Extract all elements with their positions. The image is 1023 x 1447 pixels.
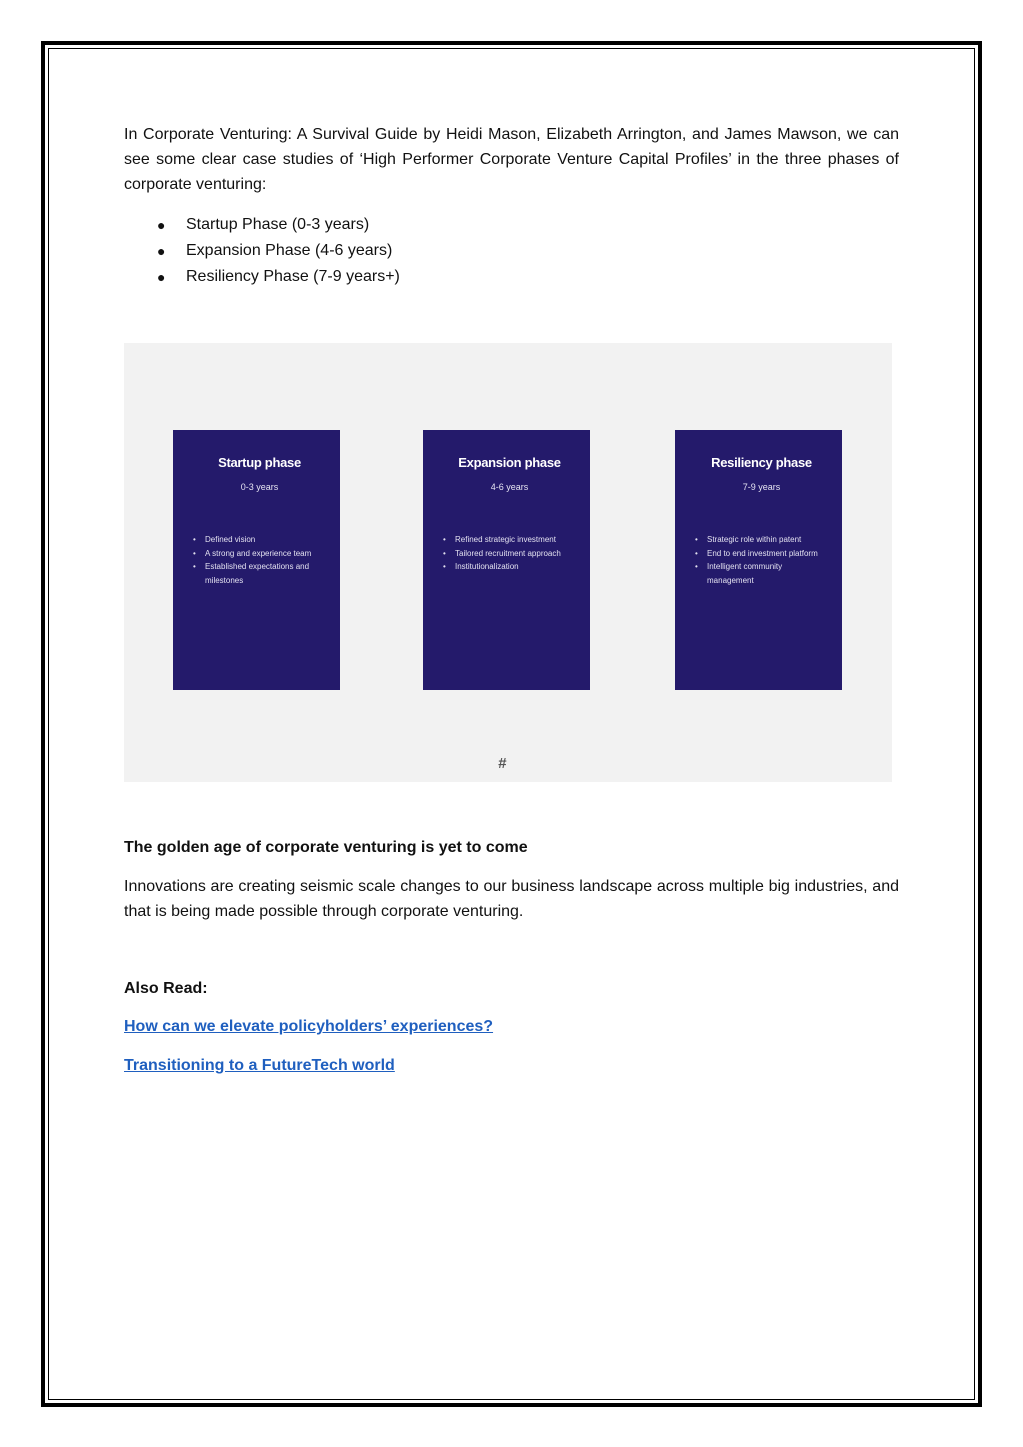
list-item: • Institutionalization: [441, 560, 578, 574]
phase-card-resiliency: [675, 430, 842, 690]
card-points: [693, 533, 830, 587]
list-item: • A strong and experience team: [191, 547, 328, 561]
phase-label: Resiliency Phase (7-9 years+): [186, 268, 400, 285]
card-years: 0-3 years: [240, 482, 279, 492]
bullet-icon: ●: [157, 243, 166, 259]
list-item: [124, 238, 899, 264]
list-item: [124, 264, 899, 290]
intro-paragraph: In Corporate Venturing: A Survival Guide by Heidi Mason, Elizabeth Arrington, and James Mawson, we can see some clear case studies of ‘High Performer Corporate Venture Capital Profiles’ in the three phases of corporate venturing:: [124, 126, 899, 193]
phase-label: Expansion Phase (4-6 years): [186, 242, 393, 259]
bullet-icon: ●: [157, 269, 166, 285]
card-title: Resiliency phase: [711, 455, 812, 470]
phase-card-startup: [173, 430, 340, 690]
card-title: Expansion phase: [458, 455, 561, 470]
list-item: • Defined vision: [191, 533, 328, 547]
list-item: • End to end investment platform: [693, 547, 830, 561]
section-body: Innovations are creating seismic scale changes to our business landscape across multiple big industries, and that is being made possible through corporate venturing.: [124, 878, 899, 920]
list-item: • Intelligent community management: [693, 560, 830, 587]
figure-logo: #: [498, 755, 507, 772]
card-points: [191, 533, 328, 587]
intro-section: [124, 122, 899, 290]
also-read-heading: Also Read:: [124, 980, 208, 997]
list-item: • Refined strategic investment: [441, 533, 578, 547]
card-years: 4-6 years: [490, 482, 529, 492]
link-futuretech[interactable]: Transitioning to a FutureTech world: [124, 1057, 395, 1074]
card-title: Startup phase: [218, 455, 301, 470]
card-years: 7-9 years: [742, 482, 781, 492]
phases-figure: [124, 343, 892, 782]
list-item: • Established expectations and milestones: [191, 560, 328, 587]
section-heading: The golden age of corporate venturing is yet to come: [124, 839, 528, 856]
list-item: • Strategic role within patent: [693, 533, 830, 547]
phase-label: Startup Phase (0-3 years): [186, 216, 370, 233]
list-item: [124, 212, 899, 238]
phase-card-expansion: [423, 430, 590, 690]
also-read-section: [124, 976, 899, 1078]
list-item: • Tailored recruitment approach: [441, 547, 578, 561]
card-points: [441, 533, 578, 574]
link-policyholders[interactable]: How can we elevate policyholders’ experiences?: [124, 1018, 494, 1035]
golden-age-section: [124, 835, 899, 924]
phase-list: [124, 212, 899, 290]
bullet-icon: ●: [157, 217, 166, 233]
